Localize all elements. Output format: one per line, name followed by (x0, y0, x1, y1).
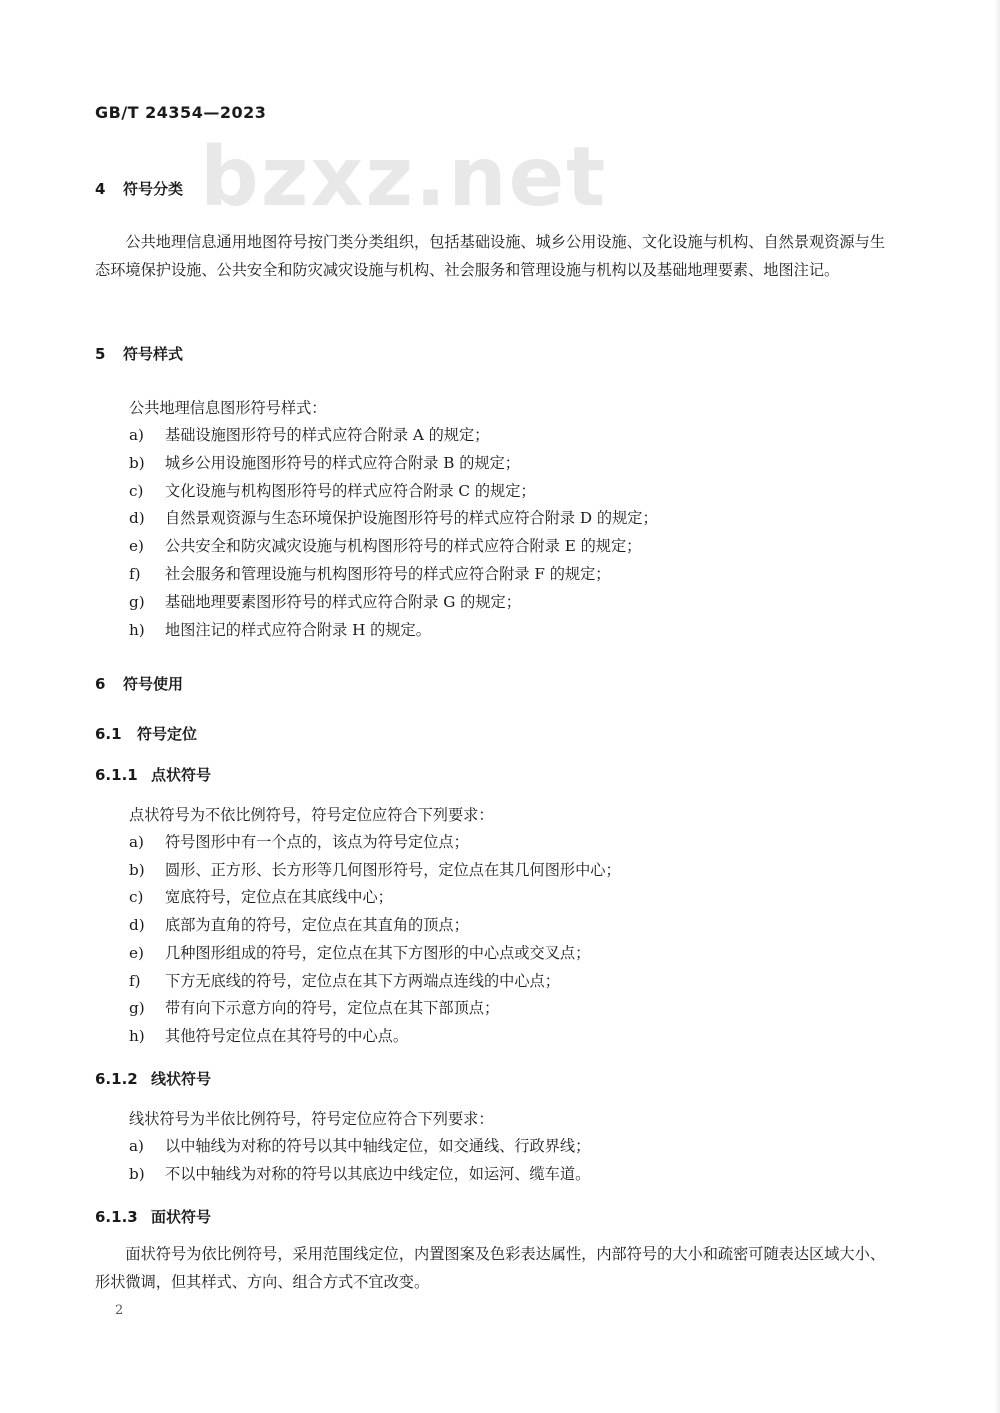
section-6-1-1-intro: 点状符号为不依比例符号，符号定位应符合下列要求： (129, 806, 494, 824)
section-title: 线状符号 (151, 1070, 212, 1088)
list-item-text: 其他符号定位点在其符号的中心点。 (165, 1026, 408, 1045)
list-item-text: 符号图形中有一个点的，该点为符号定位点； (165, 833, 469, 851)
list-item-marker: a) (129, 833, 144, 851)
list-item (129, 452, 520, 473)
list-item (129, 619, 431, 640)
section-number: 6.1.3 (95, 1208, 138, 1226)
list-item-marker: a) (129, 426, 144, 444)
section-number: 6.1.2 (95, 1070, 138, 1088)
list-item (129, 886, 393, 907)
list-item-marker: f) (129, 971, 141, 990)
list-item-text: 底部为直角的符号，定位点在其直角的顶点； (165, 916, 469, 935)
section-number: 5 (95, 345, 106, 363)
list-item-text: 下方无底线的符号，定位点在其下方两端点连线的中心点； (165, 971, 560, 990)
list-item (129, 1163, 590, 1184)
list-item-text: 圆形、正方形、长方形等几何图形符号，定位点在其几何图形中心； (165, 860, 621, 879)
list-item-text: 自然景观资源与生态环境保护设施图形符号的样式应符合附录 D 的规定； (165, 509, 658, 528)
list-item-marker: d) (129, 509, 145, 528)
list-item (129, 480, 536, 501)
list-item-marker: h) (129, 620, 145, 639)
list-item-text: 基础地理要素图形符号的样式应符合附录 G 的规定； (165, 592, 521, 611)
document-id: GB/T 24354—2023 (95, 103, 267, 122)
list-item-marker: d) (129, 916, 145, 935)
list-item (129, 997, 499, 1018)
list-item (129, 859, 621, 880)
section-number: 4 (95, 180, 106, 198)
list-item (129, 1025, 408, 1046)
section-heading-6-1-2 (95, 1068, 211, 1089)
list-item-text: 以中轴线为对称的符号以其中轴线定位，如交通线、行政界线； (165, 1137, 591, 1155)
list-item-marker: c) (129, 888, 144, 907)
page-number: 2 (115, 1303, 124, 1318)
list-item (129, 1135, 590, 1156)
list-item-text: 不以中轴线为对称的符号以其底边中线定位，如运河、缆车道。 (165, 1165, 591, 1183)
section-6-1-3-paragraph: 面状符号为依比例符号，采用范围线定位，内置图案及色彩表达属性，内部符号的大小和疏密可随表达区域大小、形状微调，但其样式、方向、组合方式不宜改变。 (95, 1245, 885, 1291)
list-item-text: 基础设施图形符号的样式应符合附录 A 的规定； (165, 426, 490, 444)
list-item-marker: g) (129, 999, 145, 1018)
watermark: bzxz.net (200, 130, 608, 225)
section-title: 符号使用 (123, 675, 184, 693)
list-item-marker: b) (129, 1165, 145, 1183)
list-item-text: 宽底符号，定位点在其底线中心； (165, 888, 393, 907)
list-item-marker: g) (129, 592, 145, 611)
section-title: 符号样式 (123, 345, 184, 363)
list-item-marker: b) (129, 860, 145, 879)
list-item (129, 914, 469, 935)
section-4-paragraph: 公共地理信息通用地图符号按门类分类组织，包括基础设施、城乡公用设施、文化设施与机构、自然景观资源与生态环境保护设施、公共安全和防灾减灾设施与机构、社会服务和管理设施与机构以及基础地理要素、地图注记。 (95, 233, 885, 279)
section-5-intro: 公共地理信息图形符号样式： (129, 399, 327, 417)
section-heading-4 (95, 178, 183, 199)
section-number: 6.1.1 (95, 766, 138, 784)
list-item (129, 507, 658, 528)
list-item (129, 591, 521, 612)
section-heading-6-1 (95, 723, 197, 744)
section-title: 面状符号 (151, 1208, 212, 1226)
list-item-marker: a) (129, 1137, 144, 1155)
list-item-text: 公共安全和防灾减灾设施与机构图形符号的样式应符合附录 E 的规定； (165, 537, 642, 556)
list-item-marker: b) (129, 453, 145, 472)
list-item (129, 424, 489, 445)
list-item-text: 地图注记的样式应符合附录 H 的规定。 (165, 620, 431, 639)
list-item-text: 文化设施与机构图形符号的样式应符合附录 C 的规定； (165, 481, 536, 500)
section-title: 点状符号 (151, 766, 212, 784)
list-item-marker: f) (129, 565, 141, 583)
section-heading-6-1-3 (95, 1206, 211, 1227)
page-edge-shadow (994, 0, 1000, 1413)
list-item (129, 831, 469, 852)
list-item-text: 城乡公用设施图形符号的样式应符合附录 B 的规定； (165, 453, 520, 472)
list-item-marker: c) (129, 481, 144, 500)
list-item-marker: e) (129, 943, 144, 962)
list-item (129, 970, 560, 991)
section-title: 符号定位 (137, 725, 198, 743)
list-item-marker: e) (129, 537, 144, 556)
section-heading-6 (95, 673, 183, 694)
list-item-text: 带有向下示意方向的符号，定位点在其下部顶点； (165, 999, 500, 1018)
section-heading-5 (95, 343, 183, 364)
list-item-text: 几种图形组成的符号，定位点在其下方图形的中心点或交叉点； (165, 943, 591, 962)
section-title: 符号分类 (123, 180, 184, 198)
list-item-marker: h) (129, 1026, 145, 1045)
section-heading-6-1-1 (95, 764, 211, 785)
section-number: 6.1 (95, 725, 122, 743)
list-item (129, 942, 590, 963)
list-item-text: 社会服务和管理设施与机构图形符号的样式应符合附录 F 的规定； (165, 565, 611, 583)
section-6-1-2-intro: 线状符号为半依比例符号，符号定位应符合下列要求： (129, 1110, 494, 1128)
section-number: 6 (95, 675, 106, 693)
list-item (129, 535, 641, 556)
list-item (129, 563, 610, 584)
